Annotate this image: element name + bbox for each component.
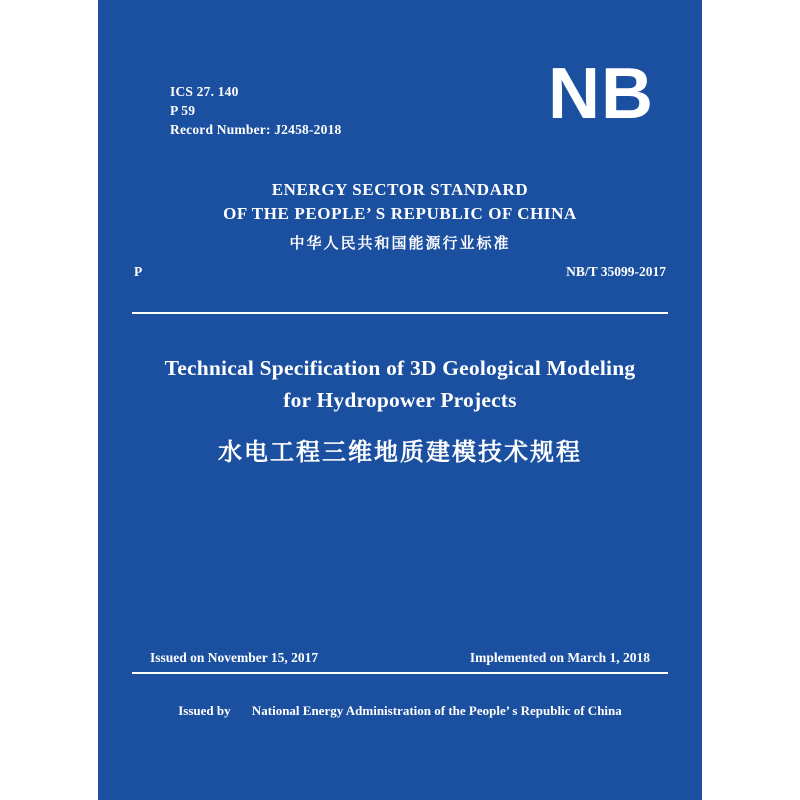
classification-code: P 59 <box>170 103 196 118</box>
implemented-date: Implemented on March 1, 2018 <box>469 650 650 665</box>
divider-top <box>132 312 668 314</box>
standard-title-english-line2: OF THE PEOPLE’ S REPUBLIC OF CHINA <box>223 204 577 223</box>
standard-cover <box>98 0 702 800</box>
record-number: Record Number: J2458-2018 <box>170 122 342 137</box>
standard-title-chinese: 中华人民共和国能源行业标准 <box>289 234 511 252</box>
classification-letter: P <box>134 264 143 279</box>
standard-title-english-line1: ENERGY SECTOR STANDARD <box>271 180 529 199</box>
issuer-label: Issued by <box>178 703 231 718</box>
issued-date: Issued on November 15, 2017 <box>150 650 319 665</box>
main-title-english-line1: Technical Specification of 3D Geological Modeling <box>164 356 636 380</box>
dates-row <box>150 650 650 666</box>
issuer-organization: National Energy Administration of the People’ s Republic of China <box>251 703 622 718</box>
divider-bottom-1 <box>132 672 668 674</box>
main-title-english-line2: for Hydropower Projects <box>283 388 517 412</box>
ics-number: ICS 27. 140 <box>170 84 239 99</box>
identification-block <box>170 82 341 139</box>
issuer-row <box>98 703 702 719</box>
standard-number: NB/T 35099-2017 <box>566 264 666 279</box>
code-row <box>134 264 666 280</box>
main-title-group <box>138 352 662 467</box>
main-title-chinese: 水电工程三维地质建模技术规程 <box>218 438 582 466</box>
standard-title-group <box>98 178 702 253</box>
nb-logo: NB <box>548 54 654 134</box>
